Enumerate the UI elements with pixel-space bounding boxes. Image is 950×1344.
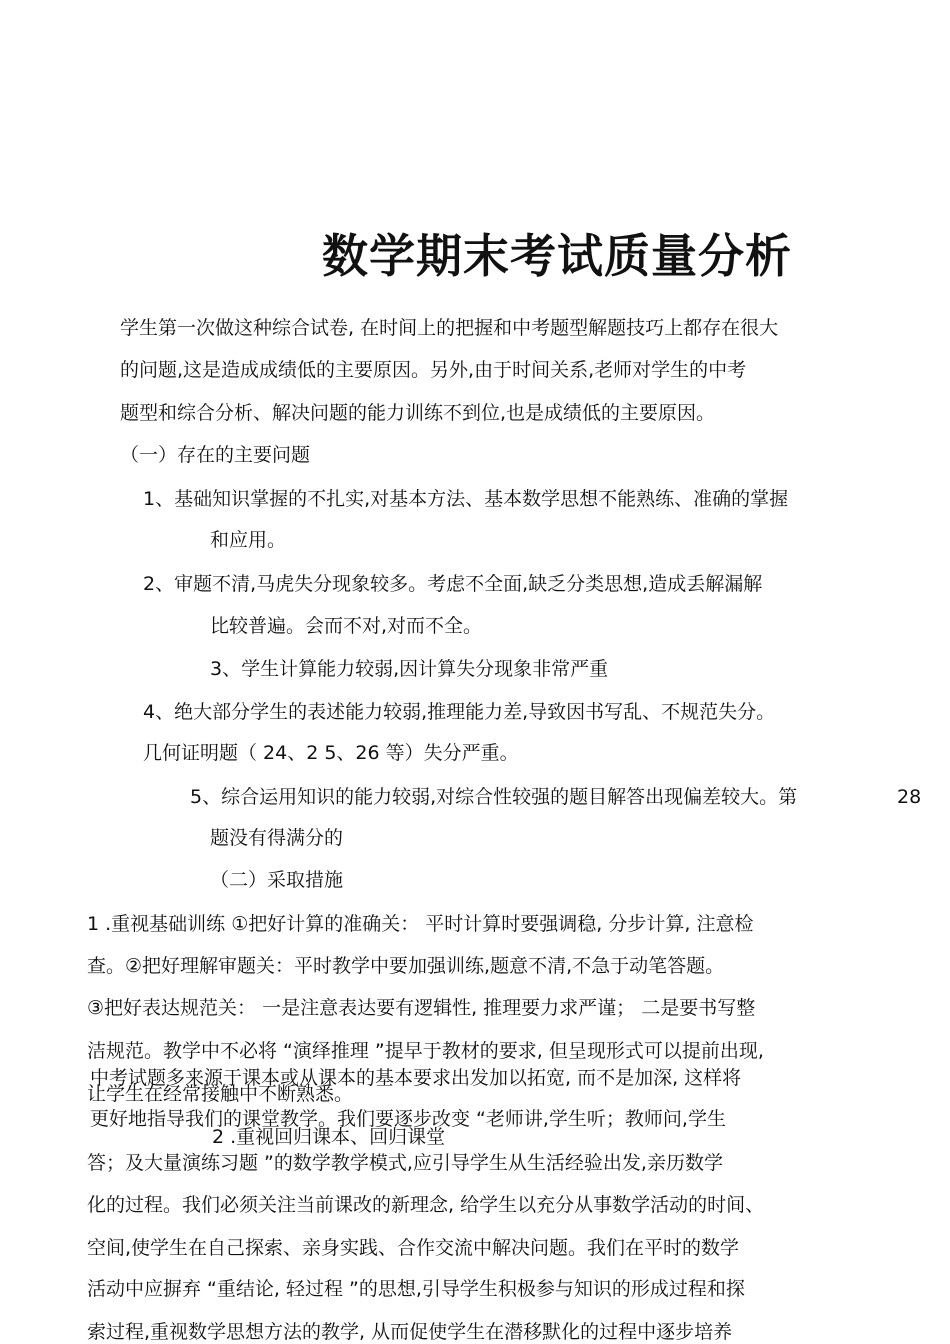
measure-paragraph-line: 索过程,重视数学思想方法的教学, 从而促使学生在潜移默化的过程中逐步培养	[87, 1321, 733, 1343]
measure-paragraph-line: 1 .重视基础训练 ①把好计算的准确关： 平时计算时要强调稳, 分步计算, 注意检	[87, 913, 754, 935]
measure-paragraph-line: 答；及大量演练习题 ”的数学教学模式,应引导学生从生活经验出发,亲历数学	[87, 1152, 723, 1174]
measure-paragraph-line: 洁规范。教学中不必将 “演绎推理 ”提早于教材的要求, 但呈现形式可以提前出现,	[87, 1040, 764, 1062]
problem-item-5: 5、综合运用知识的能力较弱,对综合性较强的题目解答出现偏差较大。第	[190, 786, 798, 808]
problem-item-4-cont: 几何证明题（ 24、2 5、26 等）失分严重。	[143, 742, 519, 764]
section-heading-problems: （一）存在的主要问题	[120, 444, 311, 466]
problem-item-2: 2、审题不清,马虎失分现象较多。考虑不全面,缺乏分类思想,造成丢解漏解	[143, 573, 763, 595]
measure-paragraph-line: 更好地指导我们的课堂教学。我们要逐步改变 “老师讲,学生听；教师问,学生	[90, 1108, 726, 1130]
document-title: 数学期末考试质量分析	[322, 229, 792, 283]
problem-item-5-cont: 题没有得满分的	[210, 827, 344, 849]
measure-paragraph-line: 活动中应摒弃 “重结论, 轻过程 ”的思想,引导学生积极参与知识的形成过程和探	[87, 1278, 745, 1300]
measure-paragraph-line: 让学生在经常接触中不断熟悉。	[87, 1083, 354, 1105]
measure-paragraph-line: 空间,使学生在自己探索、亲身实践、合作交流中解决问题。我们在平时的数学	[87, 1237, 740, 1259]
section-heading-measures: （二）采取措施	[210, 869, 344, 891]
intro-line: 学生第一次做这种综合试卷, 在时间上的把握和中考题型解题技巧上都存在很大	[120, 317, 779, 339]
problem-item-5-number: 28	[897, 786, 922, 808]
measure-paragraph-line: 化的过程。我们必须关注当前课改的新理念, 给学生以充分从事数学活动的时间、	[87, 1194, 765, 1216]
problem-item-1: 1、基础知识掌握的不扎实,对基本方法、基本数学思想不能熟练、准确的掌握	[143, 488, 789, 510]
problem-item-2-cont: 比较普遍。会而不对,对而不全。	[210, 615, 483, 637]
problem-item-3: 3、学生计算能力较弱,因计算失分现象非常严重	[210, 658, 609, 680]
intro-line: 题型和综合分析、解决问题的能力训练不到位,也是成绩低的主要原因。	[120, 402, 716, 424]
measure-paragraph-line: ③把好表达规范关： 一是注意表达要有逻辑性, 推理要力求严谨； 二是要书写整	[87, 997, 756, 1019]
problem-item-1-cont: 和应用。	[210, 529, 287, 551]
intro-line: 的问题,这是造成成绩低的主要原因。另外,由于时间关系,老师对学生的中考	[120, 359, 747, 381]
measure-subheading: 2 .重视回归课本、回归课堂	[212, 1126, 446, 1148]
problem-item-4: 4、绝大部分学生的表述能力较弱,推理能力差,导致因书写乱、不规范失分。	[143, 701, 776, 723]
measure-paragraph-line: 中考试题多来源于课本或从课本的基本要求出发加以拓宽, 而不是加深, 这样将	[90, 1067, 742, 1089]
measure-paragraph-line: 查。②把好理解审题关：平时教学中要加强训练,题意不清,不急于动笔答题。	[87, 955, 725, 977]
